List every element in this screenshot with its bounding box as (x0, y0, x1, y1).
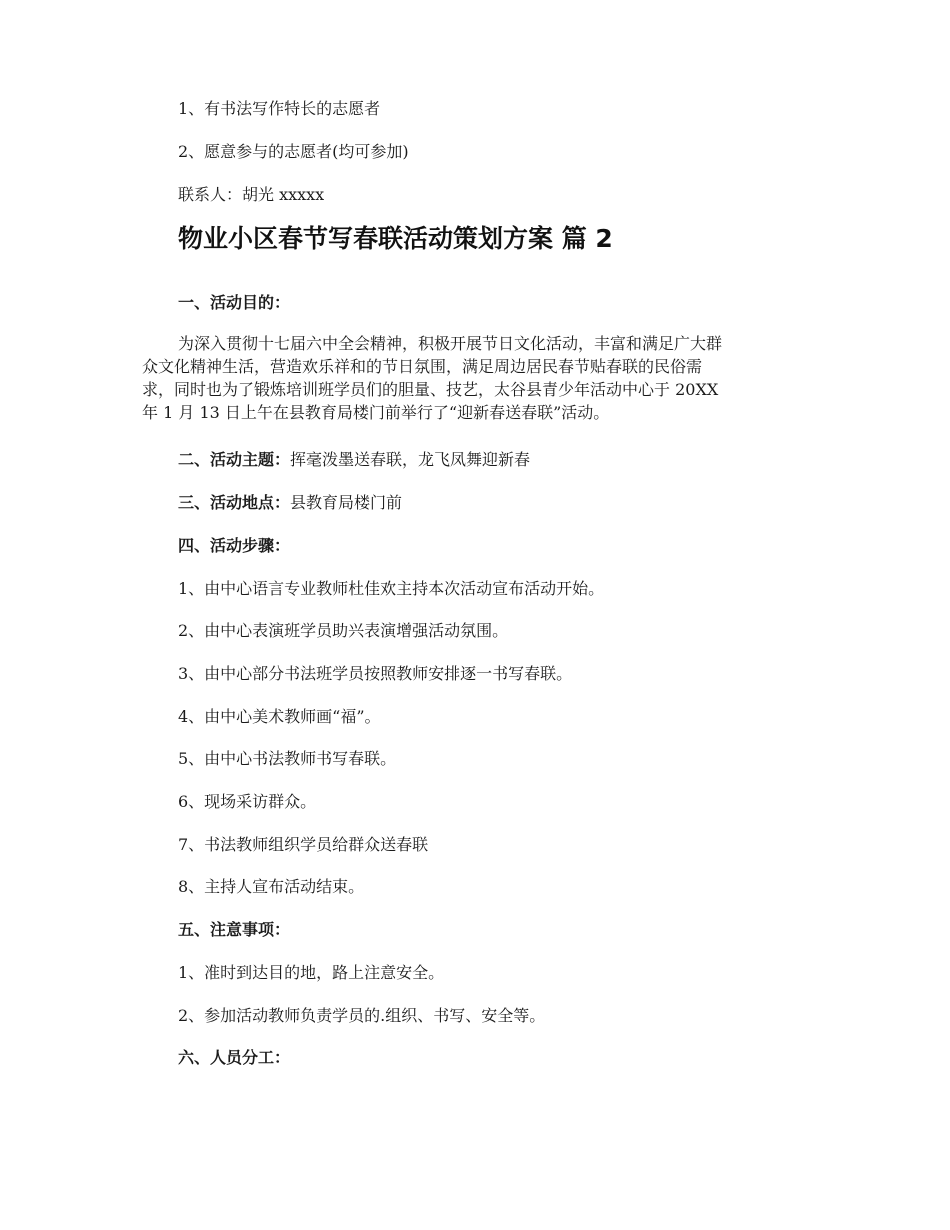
steps-heading: 四、活动步骤： (178, 536, 291, 555)
step-item-8: 8、主持人宣布活动结束。 (178, 877, 365, 896)
note-item-2: 2、参加活动教师负责学员的.组织、书写、安全等。 (178, 1006, 546, 1025)
location-heading: 三、活动地点： (178, 493, 291, 512)
step-item-4: 4、由中心美术教师画“福”。 (178, 707, 381, 726)
theme-heading: 二、活动主题： (178, 450, 291, 469)
step-item-6: 6、现场采访群众。 (178, 792, 317, 811)
theme-line (178, 449, 530, 470)
volunteer-item-1: 1、有书法写作特长的志愿者 (178, 99, 381, 118)
location-line (178, 492, 402, 513)
theme-value: 挥毫泼墨送春联，龙飞凤舞迎新春 (290, 450, 531, 469)
purpose-line-2: 众文化精神生活，营造欢乐祥和的节日氛围，满足周边居民春节贴春联的民俗需 (142, 357, 703, 376)
step-item-3: 3、由中心部分书法班学员按照教师安排逐一书写春联。 (178, 664, 573, 683)
step-item-1: 1、由中心语言专业教师杜佳欢主持本次活动宣布活动开始。 (178, 579, 605, 598)
step-item-2: 2、由中心表演班学员助兴表演增强活动氛围。 (178, 621, 509, 640)
step-item-5: 5、由中心书法教师书写春联。 (178, 749, 397, 768)
purpose-heading: 一、活动目的： (178, 293, 291, 312)
section-title: 物业小区春节写春联活动策划方案 篇 2 (178, 224, 613, 253)
purpose-line-3: 求，同时也为了锻炼培训班学员们的胆量、技艺，太谷县青少年活动中心于 20XX (142, 380, 719, 399)
purpose-paragraph (142, 332, 804, 424)
staff-heading: 六、人员分工： (178, 1048, 291, 1067)
purpose-line-4: 年 1 月 13 日上午在县教育局楼门前举行了“迎新春送春联”活动。 (142, 403, 610, 422)
contact-line: 联系人：胡光 xxxxx (178, 185, 325, 204)
purpose-line-1: 为深入贯彻十七届六中全会精神，积极开展节日文化活动，丰富和满足广大群 (178, 334, 723, 353)
note-item-1: 1、准时到达目的地，路上注意安全。 (178, 963, 445, 982)
step-item-7: 7、书法教师组织学员给群众送春联 (178, 835, 429, 854)
notes-heading: 五、注意事项： (178, 920, 291, 939)
volunteer-item-2: 2、愿意参与的志愿者(均可参加) (178, 142, 409, 161)
location-value: 县教育局楼门前 (290, 493, 403, 512)
